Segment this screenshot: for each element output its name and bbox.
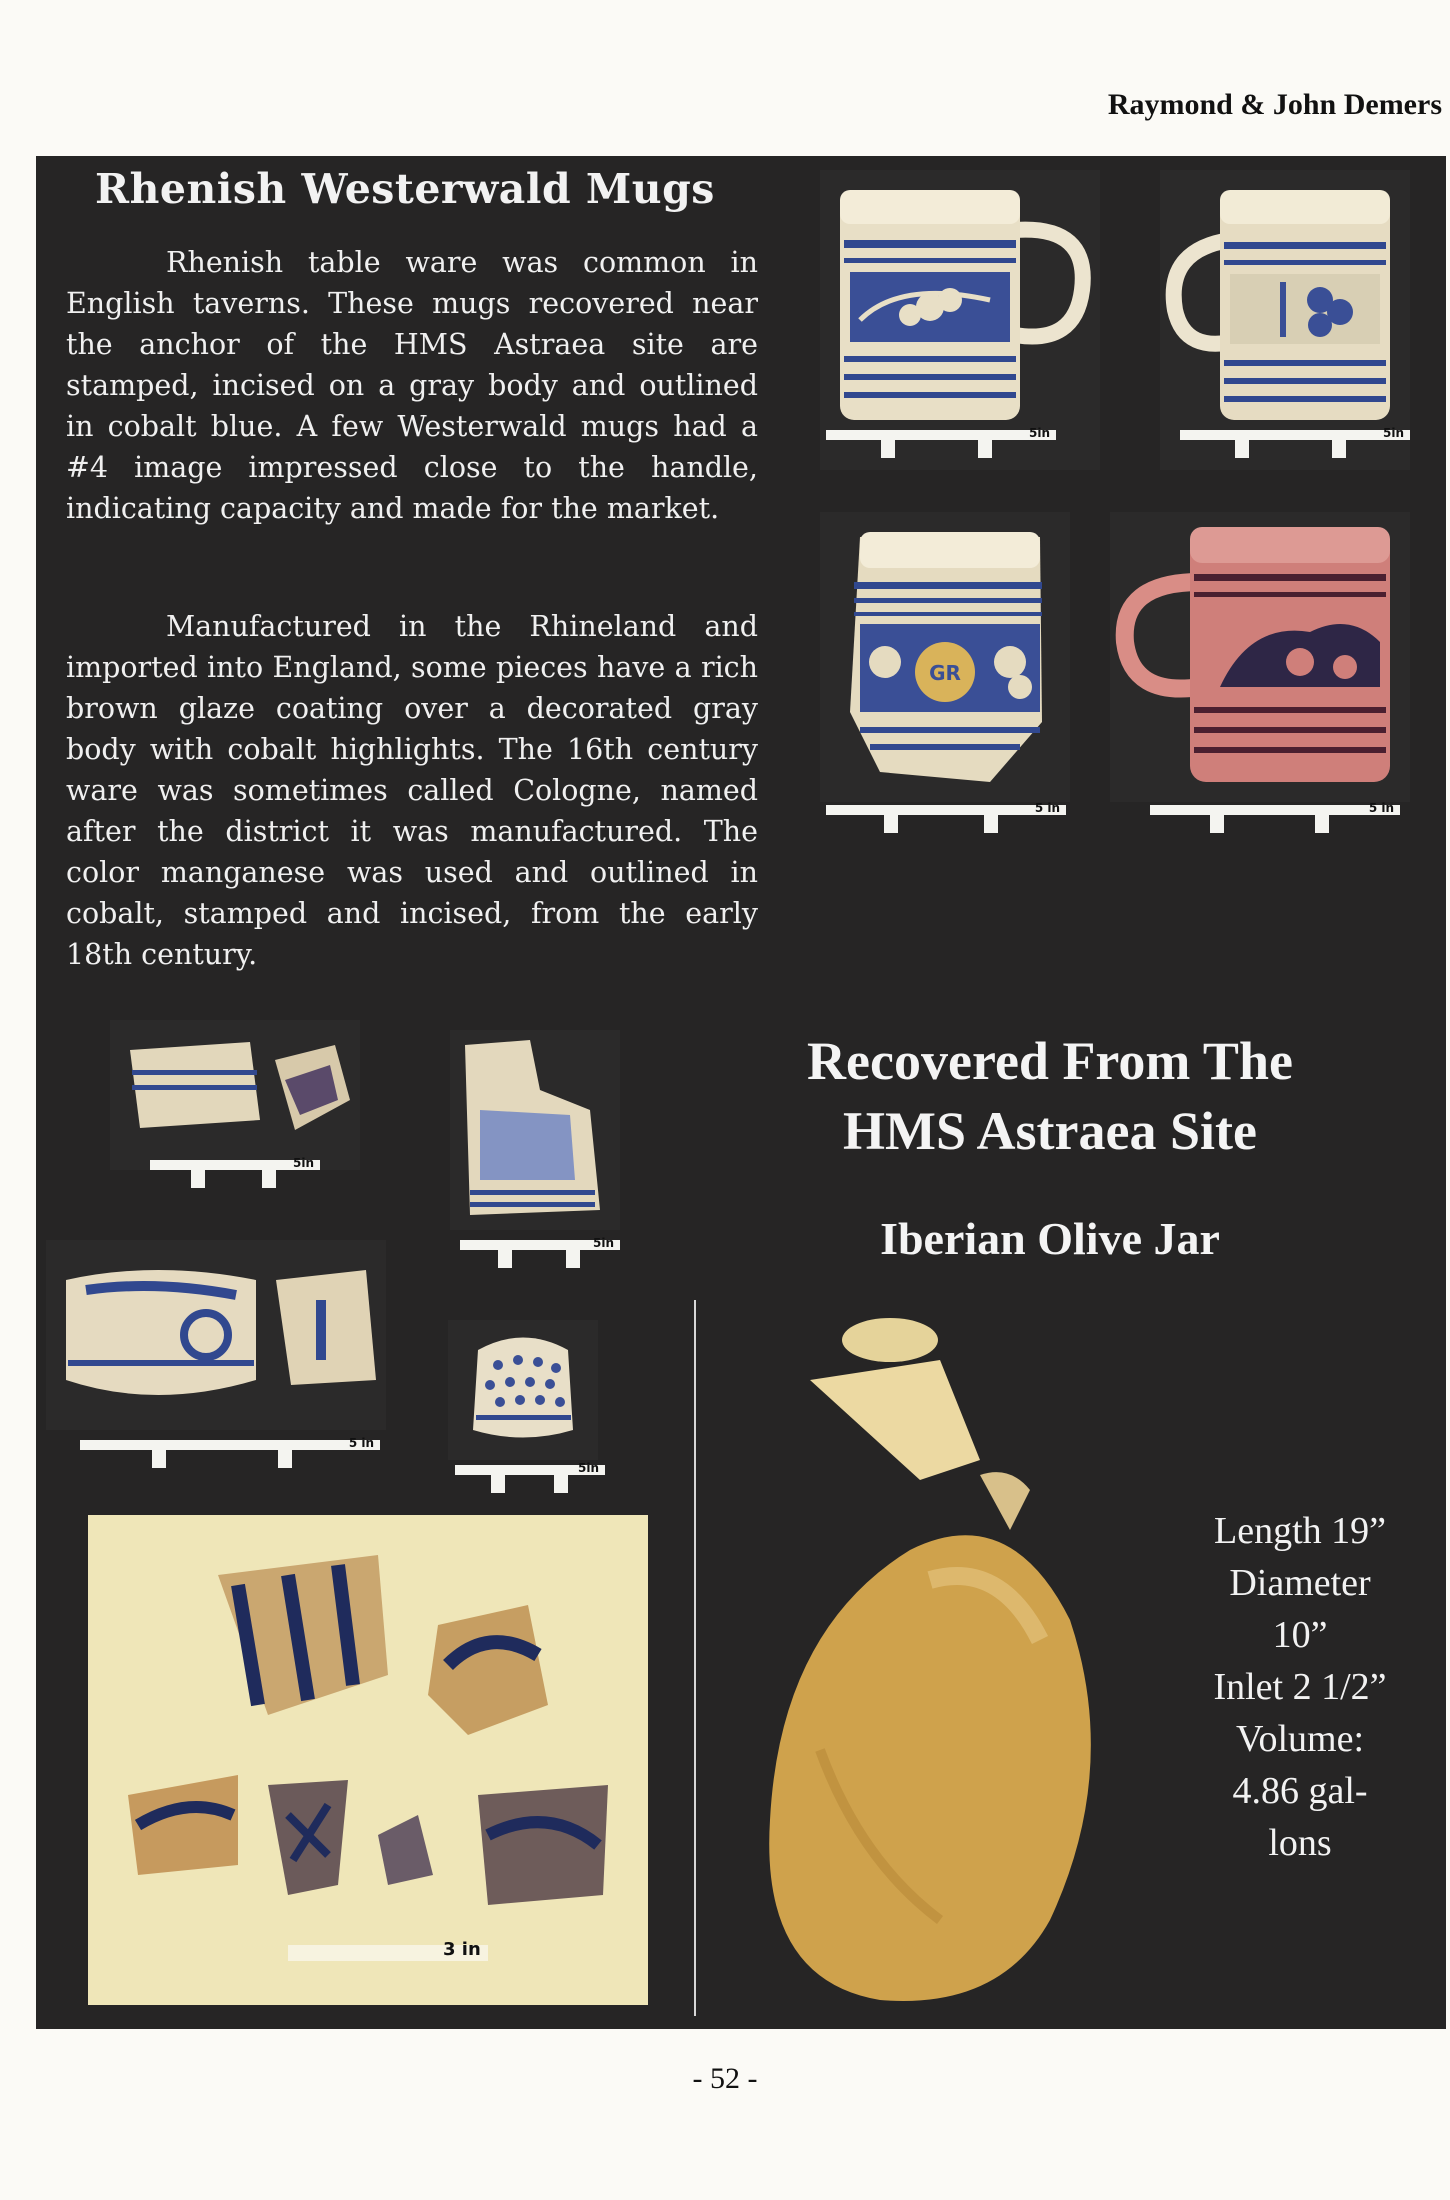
scale-ruler <box>1180 426 1410 440</box>
fragment-photo-1 <box>110 1020 360 1170</box>
mug-photo-1 <box>820 170 1100 470</box>
mug-photo-3 <box>820 512 1070 802</box>
body-paragraph-2: Manufactured in the Rhineland and imported into England, some pieces have a rich brown glaze coating over a decorated gray body with cobalt highlights. The 16th century ware was sometimes called Cologne, named after the district it was manufactured. The color manganese was used and outlined in cobalt, stamped and incised, from the early 18th century. <box>66 610 758 971</box>
olive-jar-subtitle: Iberian Olive Jar <box>880 1213 1220 1264</box>
fragment-photo-4 <box>448 1320 598 1460</box>
scale-ruler <box>826 426 1056 440</box>
recovered-heading-line1: Recovered From The <box>807 1031 1293 1091</box>
spec-length: Length 19” <box>1213 1510 1386 1552</box>
spec-diameter-label: Diameter <box>1229 1562 1371 1604</box>
scale-ruler <box>826 801 1066 815</box>
spec-inlet: Inlet 2 1/2” <box>1213 1666 1387 1708</box>
scale-ruler <box>150 1156 320 1170</box>
scale-ruler <box>460 1236 620 1250</box>
scale-label: 5 in <box>1368 801 1394 815</box>
fragment-photo-3 <box>46 1240 386 1430</box>
svg-text:GR: GR <box>929 661 961 685</box>
scale-label: 5in <box>1028 426 1050 440</box>
scale-label: 5 in <box>1034 801 1060 815</box>
spec-volume-unit: lons <box>1268 1822 1332 1864</box>
section-title: Rhenish Westerwald Mugs <box>95 165 715 213</box>
page-header: Raymond & John Demers <box>1107 88 1442 121</box>
column-divider <box>694 1300 696 2016</box>
scale-label: 5 in <box>348 1436 374 1450</box>
mug-photo-2 <box>1160 170 1410 470</box>
olive-jar-specs <box>1170 1505 1430 1869</box>
scale-ruler <box>455 1461 605 1475</box>
page-number: - 52 - <box>692 2062 758 2095</box>
scale-label: 5in <box>1382 426 1404 440</box>
spec-volume-label: Volume: <box>1235 1718 1365 1760</box>
fragment-photo-2 <box>450 1030 620 1230</box>
body-paragraph-1: Rhenish table ware was common in English taverns. These mugs recovered near the anchor of the HMS Astraea site are stamped, incised on a gray body and outlined in cobalt blue. A few Westerwald mugs had a #4 image impressed close to the handle, indicating capacity and made for the market. <box>66 246 758 525</box>
spec-diameter-value: 10” <box>1272 1614 1328 1656</box>
scale-ruler <box>1150 801 1400 815</box>
scale-label: 5in <box>292 1156 314 1170</box>
scale-ruler <box>80 1436 380 1450</box>
scale-label: 5in <box>577 1461 599 1475</box>
sherds-photo <box>88 1515 648 2005</box>
mug-photo-4 <box>1110 512 1410 802</box>
olive-jar-photo <box>740 1300 1160 2030</box>
scale-label: 3 in <box>443 1939 481 1960</box>
scale-label: 5in <box>592 1236 614 1250</box>
recovered-heading-line2: HMS Astraea Site <box>843 1101 1257 1161</box>
spec-volume-value: 4.86 gal- <box>1232 1770 1368 1812</box>
